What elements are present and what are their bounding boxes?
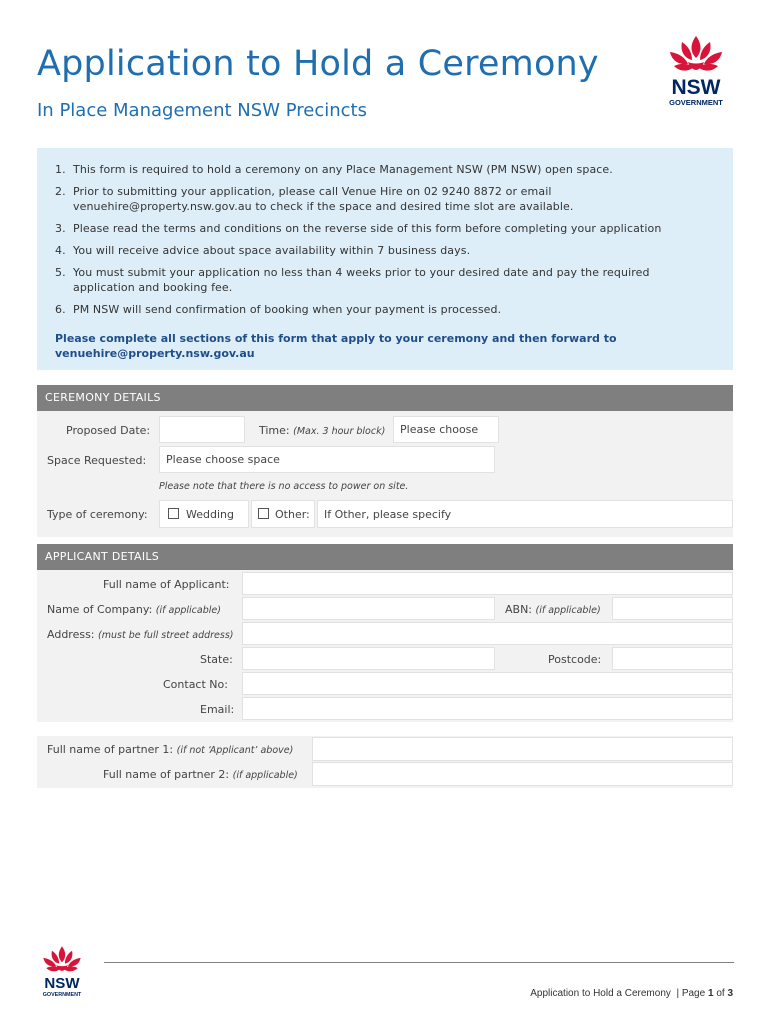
- email-label: Email:: [200, 703, 235, 716]
- svg-text:NSW: NSW: [44, 975, 80, 993]
- wedding-label: Wedding: [186, 507, 234, 521]
- list-item: 1. This form is required to hold a ceremony on any Place Management NSW (PM NSW) open space.: [55, 163, 613, 176]
- partner1-label: Full name of partner 1: (if not ‘Applicant’ above): [47, 743, 294, 756]
- contact-label: Contact No:: [163, 678, 228, 691]
- ceremony-type-label: Type of ceremony:: [47, 508, 148, 521]
- proposed-date-input[interactable]: [159, 416, 245, 443]
- other-specify-input[interactable]: If Other, please specify: [317, 500, 733, 528]
- state-input[interactable]: [242, 647, 495, 670]
- list-item: 2. Prior to submitting your application, please call Venue Hire on 02 9240 8872 or email venuehire@property.nsw.gov.au to check if the space and desired time slot are available.: [55, 185, 574, 213]
- list-item: 5. You must submit your application no less than 4 weeks prior to your desired date and pay the required application and booking fee.: [55, 266, 650, 294]
- nsw-government-logo: [660, 34, 732, 112]
- other-checkbox[interactable]: [258, 508, 269, 519]
- ceremony-details-header: CEREMONY DETAILS: [37, 385, 733, 411]
- list-item: 4. You will receive advice about space availability within 7 business days.: [55, 244, 471, 257]
- postcode-label: Postcode:: [548, 653, 602, 666]
- instructions-list: [55, 162, 695, 324]
- page-subtitle: In Place Management NSW Precincts: [37, 100, 367, 121]
- abn-input[interactable]: [612, 597, 733, 620]
- email-input[interactable]: [242, 697, 733, 720]
- company-label: Name of Company: (if applicable): [47, 603, 221, 616]
- page-title: Application to Hold a Ceremony: [37, 44, 599, 84]
- footer-divider: [104, 962, 734, 963]
- full-name-input[interactable]: [242, 572, 733, 595]
- svg-text:NSW: NSW: [671, 76, 721, 99]
- company-input[interactable]: [242, 597, 495, 620]
- instructions-box: [37, 148, 733, 370]
- nsw-government-logo-footer: [36, 945, 88, 1001]
- address-input[interactable]: [242, 622, 733, 645]
- state-label: State:: [200, 653, 233, 666]
- svg-text:GOVERNMENT: GOVERNMENT: [42, 991, 82, 998]
- footer-page-info: Application to Hold a Ceremony | Page 1 of 3: [530, 988, 733, 999]
- forward-instructions: Please complete all sections of this form that apply to your ceremony and then forward to venuehire@property.nsw.gov.au: [55, 332, 617, 360]
- list-item: 3. Please read the terms and conditions on the reverse side of this form before completing your application: [55, 222, 662, 235]
- address-label: Address: (must be full street address): [47, 628, 234, 641]
- space-requested-label: Space Requested:: [47, 454, 147, 467]
- partner2-label: Full name of partner 2: (if applicable): [103, 768, 298, 781]
- list-item: 6. PM NSW will send confirmation of booking when your payment is processed.: [55, 303, 502, 316]
- partner1-input[interactable]: [312, 737, 733, 761]
- applicant-details-header: APPLICANT DETAILS: [37, 544, 733, 570]
- other-label: Other:: [275, 507, 310, 521]
- space-requested-select[interactable]: Please choose space: [159, 446, 495, 473]
- power-note: Please note that there is no access to power on site.: [159, 481, 409, 492]
- postcode-input[interactable]: [612, 647, 733, 670]
- partner2-input[interactable]: [312, 762, 733, 786]
- svg-text:GOVERNMENT: GOVERNMENT: [669, 98, 723, 107]
- wedding-checkbox[interactable]: [168, 508, 179, 519]
- abn-label: ABN: (if applicable): [505, 603, 601, 616]
- time-select[interactable]: Please choose: [393, 416, 499, 443]
- proposed-date-label: Proposed Date:: [66, 424, 151, 437]
- full-name-label: Full name of Applicant:: [103, 578, 230, 591]
- contact-input[interactable]: [242, 672, 733, 695]
- time-label: Time: (Max. 3 hour block): [259, 424, 386, 437]
